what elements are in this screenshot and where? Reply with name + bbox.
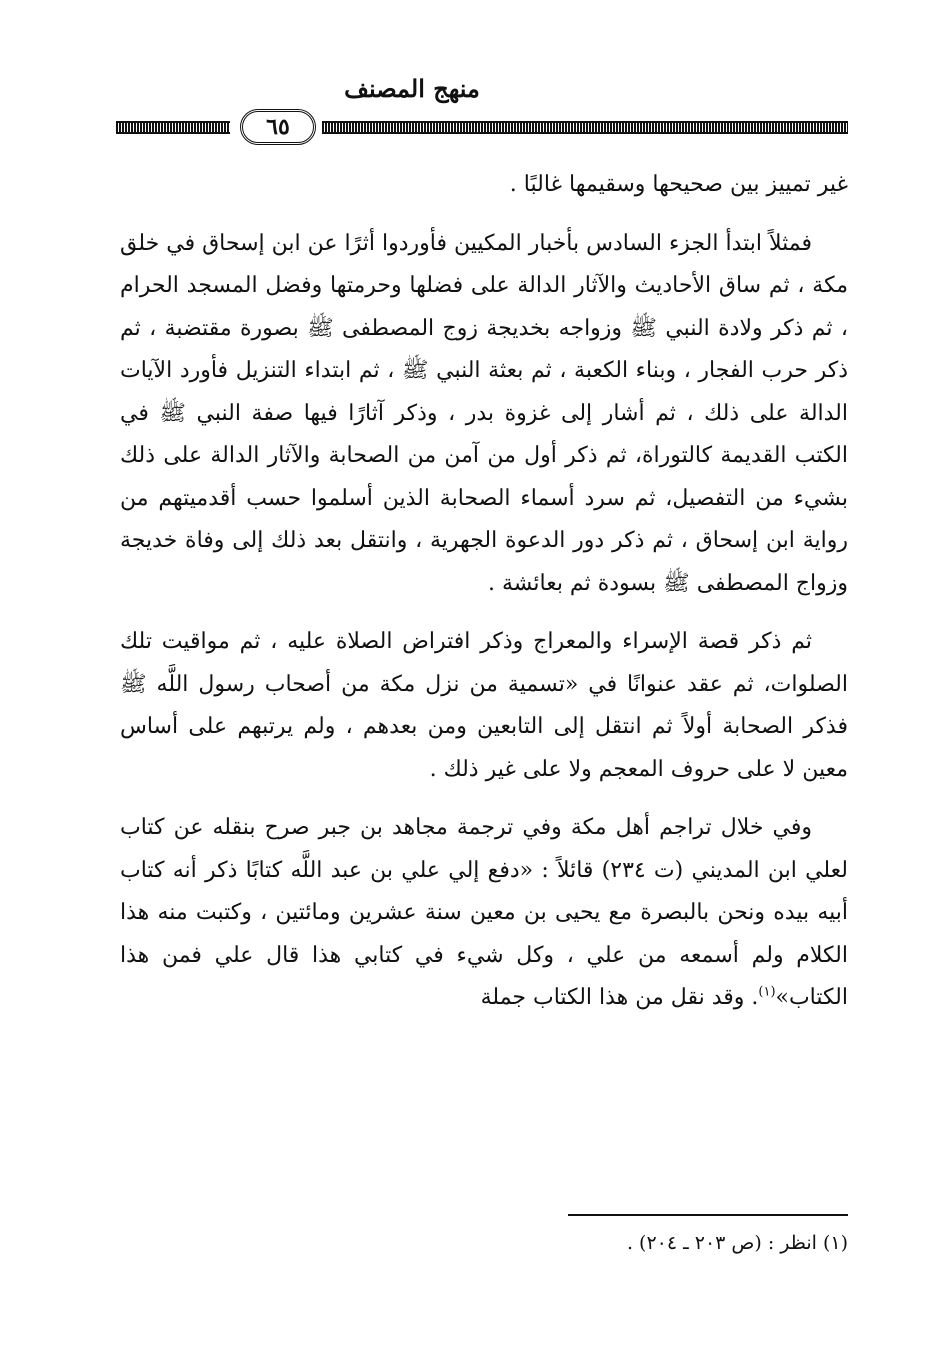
header-rule-left	[116, 121, 230, 134]
page-number: ٦٥	[240, 109, 316, 145]
paragraph: فمثلاً ابتدأ الجزء السادس بأخبار المكيين فأوردوا أثرًا عن ابن إسحاق في خلق مكة ، ثم ساق الأحاديث والآثار الدالة على فضلها وحرمتها وفضل المسجد الحرام ، ثم ذكر ولادة النبي ﷺ وزواجه بخديجة زوج المصطفى ﷺ بصورة مقتضبة ، ثم ذكر حرب الفجار ، وبناء الكعبة ، ثم بعثة النبي ﷺ ، ثم ابتداء التنزيل فأورد الآيات الدالة على ذلك ، ثم أشار إلى غزوة بدر ، وذكر آثارًا فيها صفة النبي ﷺ في الكتب القديمة كالتوراة، ثم ذكر أول من آمن من الصحابة والآثار الدالة على ذلك بشيء من التفصيل، ثم سرد أسماء الصحابة الذين أسلموا حسب أقدميتهم من رواية ابن إسحاق ، ثم ذكر دور الدعوة الجهرية ، وانتقل بعد ذلك إلى وفاة خديجة وزواج المصطفى ﷺ بسودة ثم بعائشة .	[120, 230, 848, 596]
footnote-reference[interactable]: (١)	[758, 984, 776, 1000]
paragraph: ثم ذكر قصة الإسراء والمعراج وذكر افتراض الصلاة عليه ، ثم مواقيت تلك الصلوات، ثم عقد عنوانًا في «تسمية من نزل مكة من أصحاب رسول اللَّه ﷺ فذكر الصحابة أولاً ثم انتقل إلى التابعين ومن بعدهم ، ولم يرتبهم على أساس معين لا على حروف المعجم ولا على غير ذلك .	[120, 629, 848, 782]
paragraph-text: وفي خلال تراجم أهل مكة وفي ترجمة مجاهد بن جبر صرح بنقله عن كتاب لعلي ابن المديني (ت ٢٣٤) قائلاً : «دفع إلي علي بن عبد اللَّه كتابًا ذكر أنه كتاب أبيه بيده ونحن بالبصرة مع يحيى بن معين سنة عشرين ومائتين ، وكتبت منه هذا الكلام ولم أسمعه من علي ، وكل شيء في كتابي هذا قال علي فمن هذا الكتاب»	[120, 815, 848, 1010]
running-title: منهج المصنف	[344, 74, 480, 103]
main-text	[120, 164, 848, 1036]
header-rule-right	[322, 121, 848, 134]
paragraph: غير تمييز بين صحيحها وسقيمها غالبًا .	[509, 172, 848, 197]
paragraph-tail: . وقد نقل من هذا الكتاب جملة	[480, 985, 759, 1010]
footnote-divider	[568, 1214, 848, 1216]
footnote: (١) انظر : (ص ٢٠٣ ـ ٢٠٤) .	[626, 1232, 848, 1254]
paragraph	[120, 807, 848, 1020]
